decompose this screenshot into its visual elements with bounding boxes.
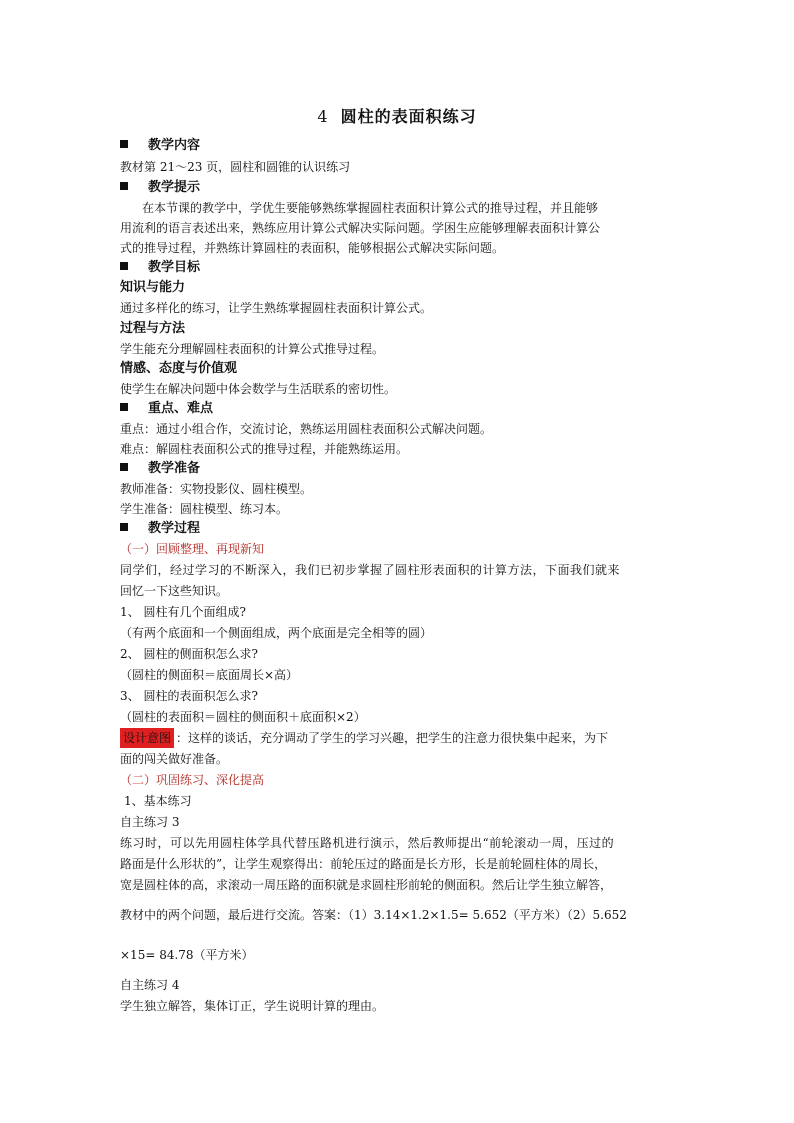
part-1-line-1: 同学们，经过学习的不断深入，我们已初步掌握了圆柱形表面积的计算方法，下面我们就来 [120, 563, 621, 577]
content-text: 教材第 21～23 页，圆柱和圆锥的认识练习 [120, 160, 351, 174]
goal-2-text: 学生能充分理解圆柱表面积的计算公式推导过程。 [120, 342, 385, 356]
hints-line-1: 在本节课的教学中，学优生要能够熟练掌握圆柱表面积计算公式的推导过程，并且能够 [142, 201, 599, 215]
question-1: 1、 圆柱有几个面组成? [120, 605, 246, 619]
question-2: 2、 圆柱的侧面积怎么求? [120, 647, 258, 661]
key-point: 重点：通过小组合作，交流讨论，熟练运用圆柱表面积公式解决问题。 [120, 422, 493, 436]
square-bullet-icon [120, 182, 128, 190]
hints-line-2: 用流利的语言表述出来，熟练应用计算公式解决实际问题。学困生应能够理解表面积计算公 [120, 221, 601, 235]
design-intent-line-2: 面的闯关做好准备。 [120, 752, 229, 766]
square-bullet-icon [120, 262, 128, 270]
square-bullet-icon [120, 140, 128, 148]
page-title [0, 104, 794, 127]
exercise-3-title: 自主练习 3 [120, 815, 180, 829]
design-intent-tag: 设计意图 [120, 728, 174, 748]
exercise-3-line-4: 教材中的两个问题，最后进行交流。答案：（1）3.14×1.2×1.5= 5.652（平方米）（2）5.652 [120, 908, 627, 922]
goal-3-text: 使学生在解决问题中体会数学与生活联系的密切性。 [120, 382, 397, 396]
heading-process: 教学过程 [120, 519, 680, 539]
square-bullet-icon [120, 463, 128, 471]
exercise-4-title: 自主练习 4 [120, 978, 180, 992]
goal-3-title: 情感、态度与价值观 [120, 361, 238, 376]
heading-content: 教学内容 [120, 136, 680, 156]
heading-preparation: 教学准备 [120, 459, 680, 479]
goal-1-text: 通过多样化的练习，让学生熟练掌握圆柱表面积计算公式。 [120, 301, 433, 315]
part-1-line-2: 回忆一下这些知识。 [120, 584, 229, 598]
hints-line-3: 式的推导过程，并熟练计算圆柱的表面积，能够根据公式解决实际问题。 [120, 241, 505, 255]
square-bullet-icon [120, 523, 128, 531]
goal-2-title: 过程与方法 [120, 321, 186, 336]
exercise-4-text: 学生独立解答，集体订正，学生说明计算的理由。 [120, 999, 385, 1013]
answer-3: （圆柱的表面积＝圆柱的侧面积＋底面积×2） [120, 710, 366, 724]
heading-key-points: 重点、难点 [120, 399, 680, 419]
title-number: 4 [317, 107, 329, 126]
exercise-3-line-2: 路面是什么形状的”，让学生观察得出：前轮压过的路面是长方形，长是前轮圆柱体的周长， [120, 857, 607, 871]
answer-2: （圆柱的侧面积＝底面周长×高） [120, 668, 299, 682]
question-3: 3、 圆柱的表面积怎么求? [120, 689, 258, 703]
prep-student: 学生准备：圆柱模型、练习本。 [120, 502, 289, 516]
part-2-title: （二）巩固练习、深化提高 [120, 773, 265, 787]
goal-1-title: 知识与能力 [120, 280, 186, 295]
answer-1: （有两个底面和一个侧面组成，两个底面是完全相等的圆） [120, 626, 433, 640]
title-text: 圆柱的表面积练习 [340, 107, 477, 126]
design-intent-line-1: 设计意图 ：这样的谈话，充分调动了学生的学习兴趣，把学生的注意力很快集中起来，为下 [120, 728, 680, 748]
exercise-3-line-5: ×15= 84.78（平方米） [120, 948, 254, 962]
exercise-3-line-1: 练习时，可以先用圆柱体学具代替压路机进行演示，然后教师提出“前轮滚动一周，压过的 [120, 836, 615, 850]
heading-goals: 教学目标 [120, 258, 680, 278]
part-1-title: （一）回顾整理、再现新知 [120, 542, 265, 556]
basic-practice: 1、基本练习 [124, 794, 192, 808]
prep-teacher: 教师准备：实物投影仪、圆柱模型。 [120, 482, 313, 496]
exercise-3-line-3: 宽是圆柱体的高，求滚动一周压路的面积就是求圆柱形前轮的侧面积。然后让学生独立解答， [120, 878, 613, 892]
heading-hints: 教学提示 [120, 178, 680, 198]
square-bullet-icon [120, 403, 128, 411]
difficult-point: 难点：解圆柱表面积公式的推导过程，并能熟练运用。 [120, 442, 409, 456]
